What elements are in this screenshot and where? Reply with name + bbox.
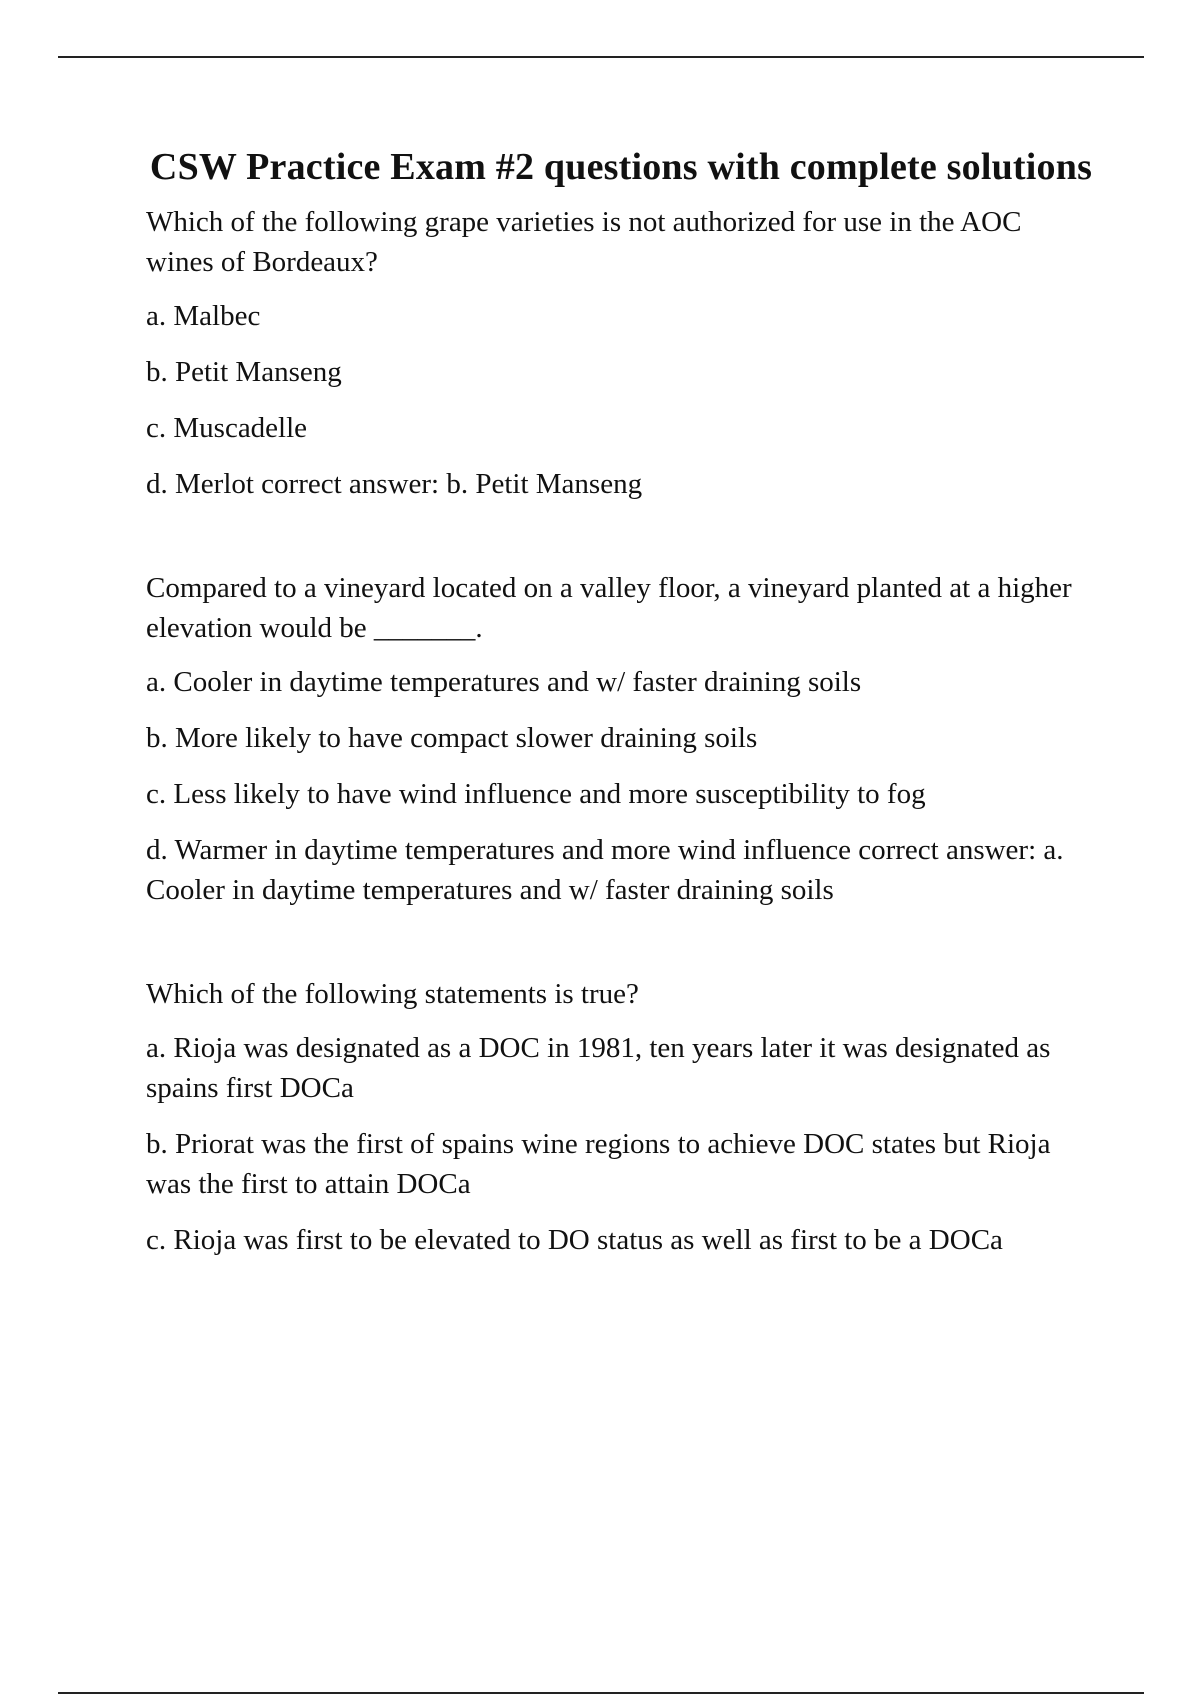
header-rule <box>58 56 1144 58</box>
footer-rule <box>58 1692 1144 1694</box>
document-title: CSW Practice Exam #2 questions with complete solutions <box>149 146 1093 188</box>
answer-option: a. Malbec <box>146 300 261 332</box>
answer-option: c. Rioja was first to be elevated to DO status as well as first to be a DOCa <box>146 1224 1003 1256</box>
question-text: Which of the following statements is true? <box>146 978 639 1010</box>
question-1 <box>146 202 1096 504</box>
answer-option: a. Rioja was designated as a DOC in 1981, ten years later it was designated as spains first DOCa <box>146 1032 1051 1104</box>
question-text: Which of the following grape varieties is not authorized for use in the AOC wines of Bordeaux? <box>146 206 1022 278</box>
answer-option: a. Cooler in daytime temperatures and w/ faster draining soils <box>146 666 862 698</box>
answer-option-with-solution: d. Warmer in daytime temperatures and more wind influence correct answer: a. Cooler in daytime temperatures and w/ faster draining soils <box>146 834 1064 906</box>
answer-option: b. More likely to have compact slower draining soils <box>146 722 758 754</box>
answer-option: b. Priorat was the first of spains wine regions to achieve DOC states but Rioja was the first to attain DOCa <box>146 1128 1051 1200</box>
answer-option-with-solution: d. Merlot correct answer: b. Petit Manseng <box>146 468 643 500</box>
question-2 <box>146 568 1096 910</box>
question-3 <box>146 974 1096 1260</box>
answer-option: c. Muscadelle <box>146 412 308 444</box>
document-body <box>146 142 1096 1260</box>
answer-option: b. Petit Manseng <box>146 356 342 388</box>
answer-option: c. Less likely to have wind influence and more susceptibility to fog <box>146 778 926 810</box>
question-text: Compared to a vineyard located on a valley floor, a vineyard planted at a higher elevation would be _______. <box>146 572 1072 644</box>
